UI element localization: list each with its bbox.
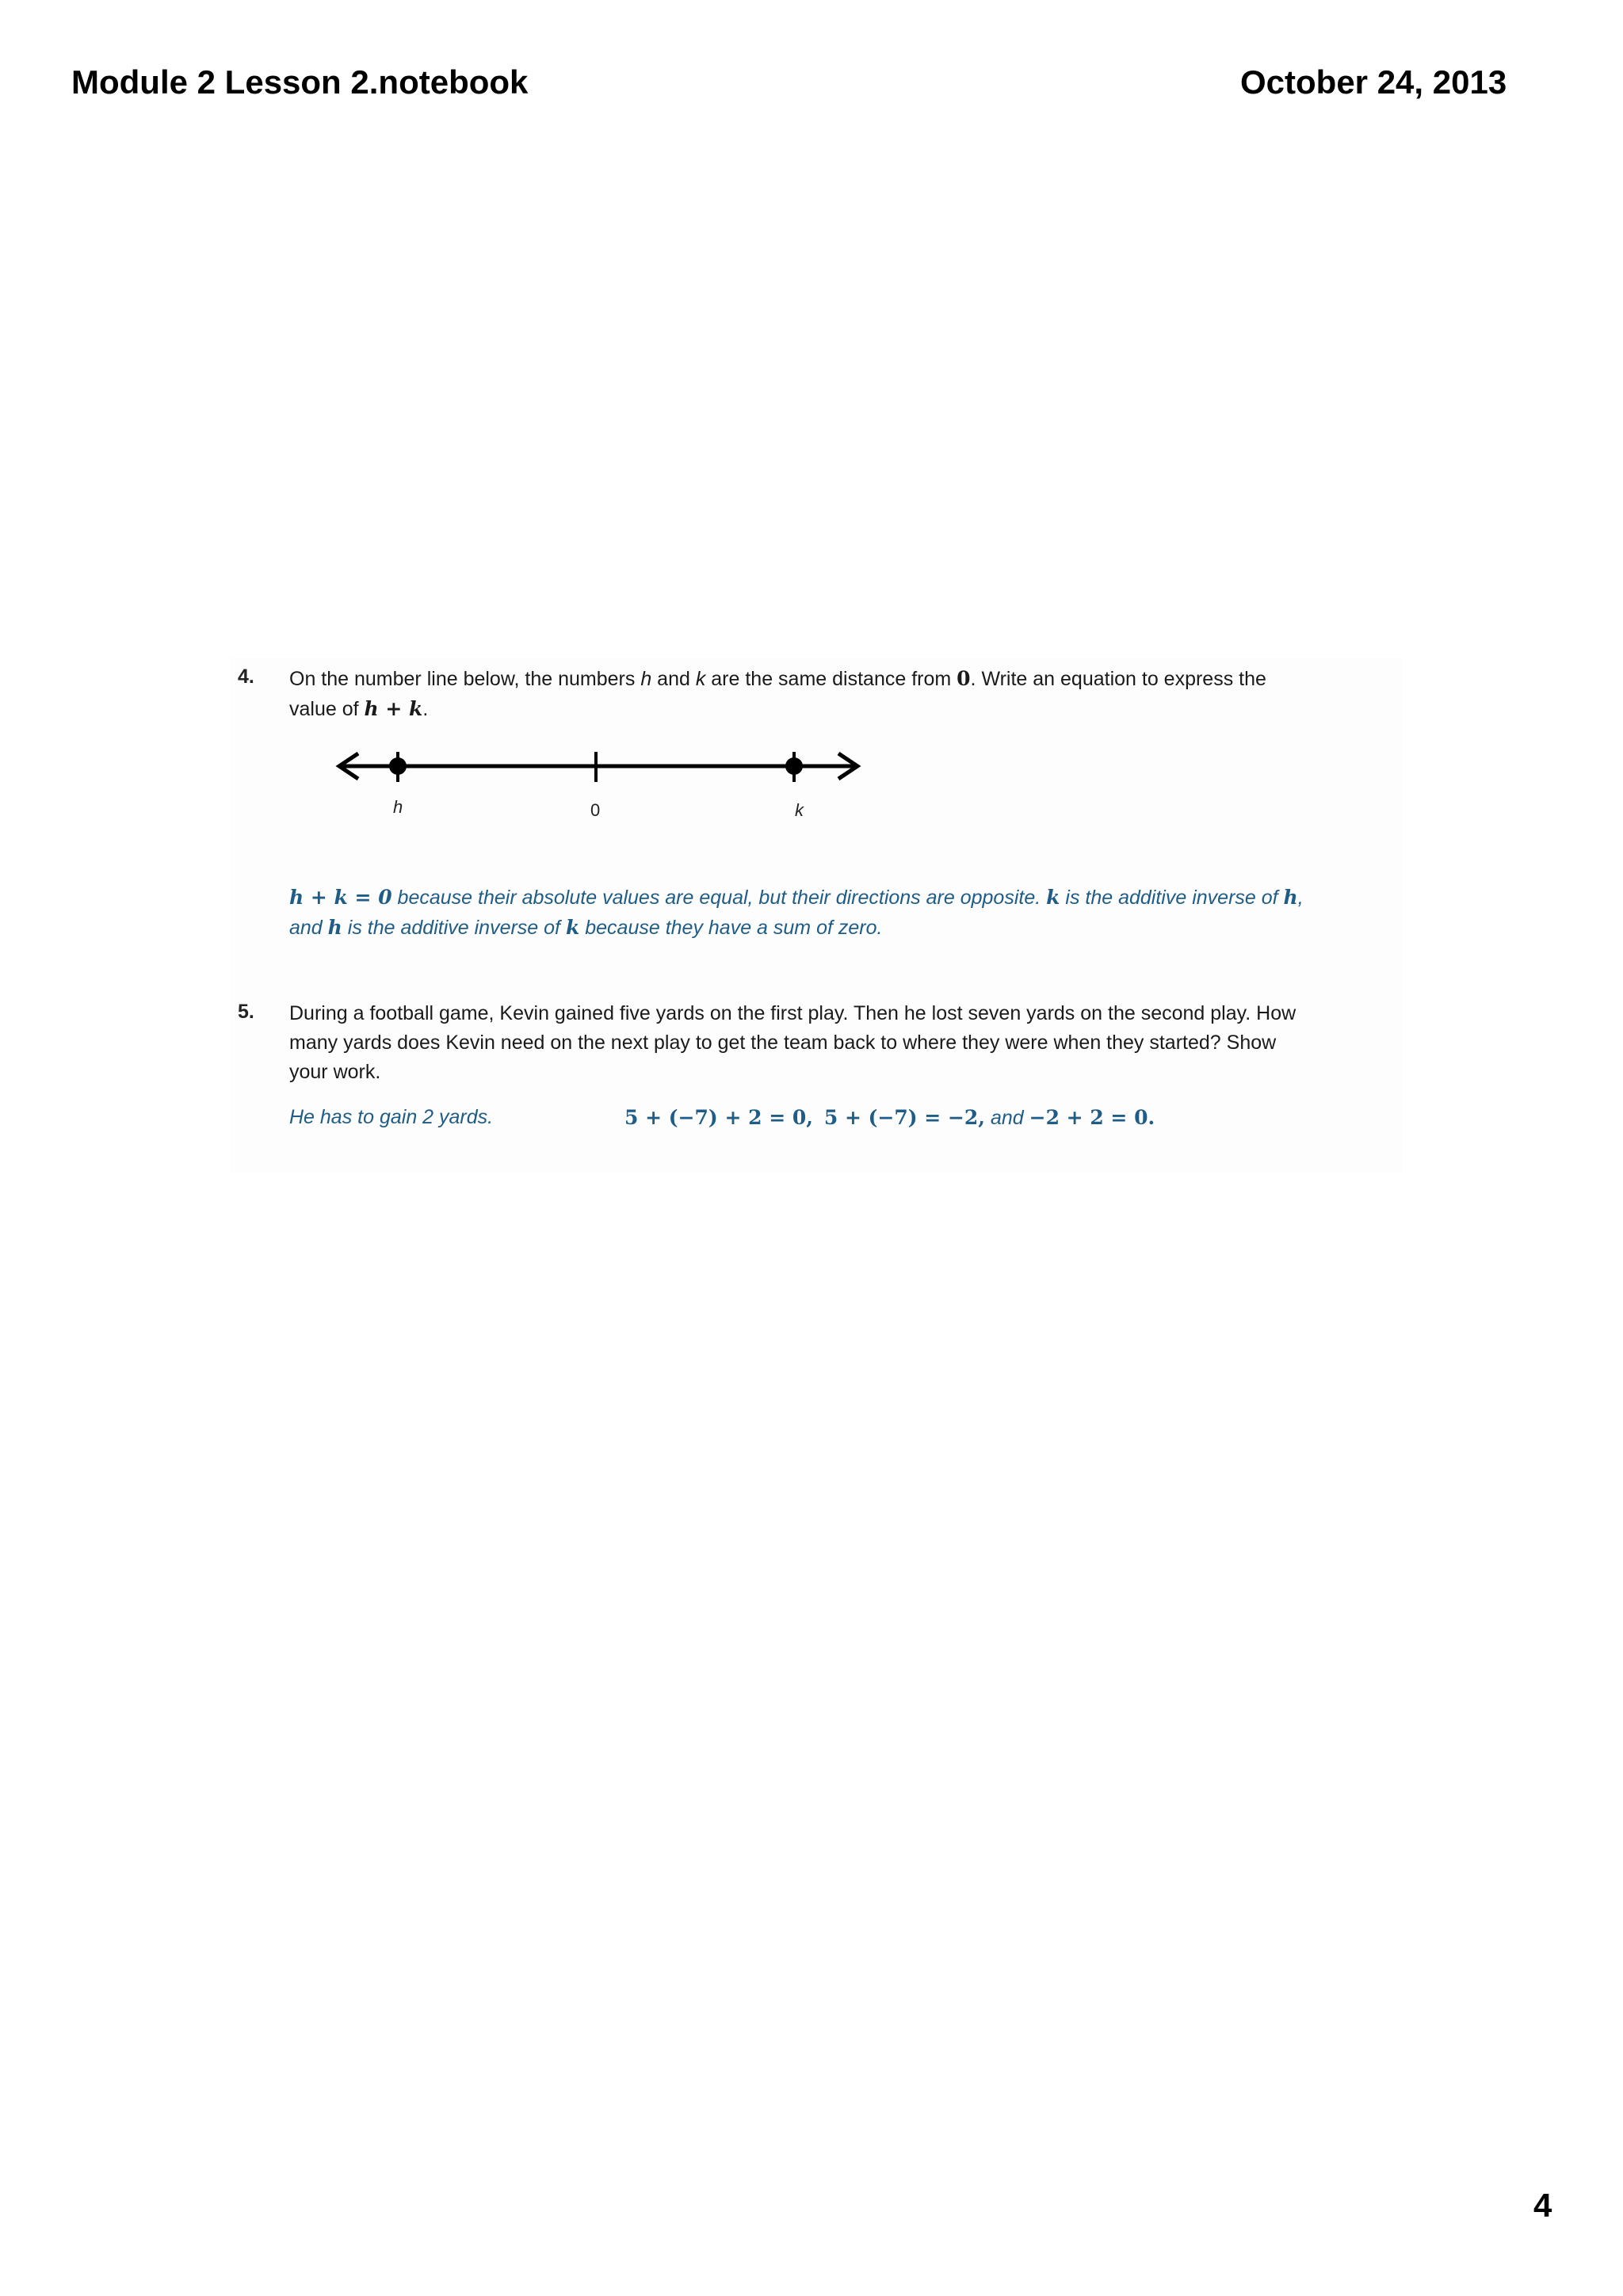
question-4-number: 4. [238,666,254,688]
number-line-label-k: k [795,800,804,820]
document-title: Module 2 Lesson 2.notebook [71,63,529,101]
point-k [785,757,803,775]
number-line-label-h: h [393,797,403,817]
question-5-answer-text: He has to gain 2 yards. [289,1106,494,1128]
document-date: October 24, 2013 [1240,63,1507,101]
question-5-number: 5. [238,1001,254,1023]
question-4-text: On the number line below, the numbers h and k are the same distance from 0. Write an equation to express the value of h + k. [289,667,1266,720]
question-4-answer: h + k = 0 because their absolute values are equal, but their directions are opposite. k is the additive inverse of h, and h is the additive inverse of k because they have a sum of zero. [289,886,1304,939]
number-line-label-zero: 0 [590,800,601,820]
page-number: 4 [1533,2187,1552,2224]
number-line [325,741,880,836]
question-5-text: During a football game, Kevin gained five yards on the first play. Then he lost seven yards on the second play. How many yards does Kevin need on the next play to get the team back to where they were when they started? Show your work. [289,1002,1296,1083]
question-5-answer-work: 5 + (−7) + 2 = 0, 5 + (−7) = −2, and −2 + 2 = 0. [624,1106,1155,1129]
point-h [389,757,407,775]
